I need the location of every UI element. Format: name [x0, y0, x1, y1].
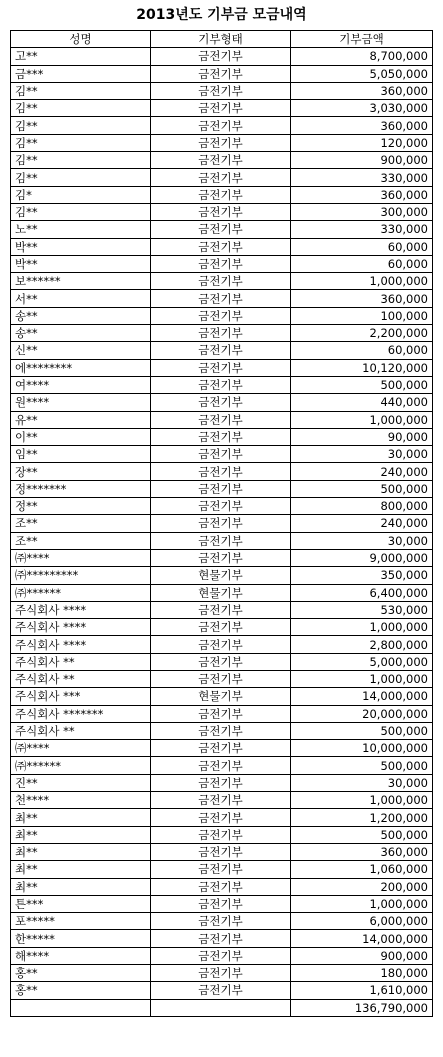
table-row [11, 411, 433, 428]
donor-name-cell: 김* [11, 186, 151, 203]
donation-type-cell: 금전기부 [151, 221, 291, 238]
table-row [11, 930, 433, 947]
donor-name-cell: 김** [11, 134, 151, 151]
donor-name-cell: 주식회사 **** [11, 601, 151, 618]
donation-type-cell: 금전기부 [151, 619, 291, 636]
donation-amount-cell: 1,000,000 [291, 273, 433, 290]
donation-type-cell: 금전기부 [151, 186, 291, 203]
table-row [11, 982, 433, 999]
table-row [11, 394, 433, 411]
donation-amount-cell: 500,000 [291, 376, 433, 393]
donor-name-cell: 최** [11, 861, 151, 878]
donation-type-cell: 금전기부 [151, 238, 291, 255]
donation-amount-cell: 30,000 [291, 774, 433, 791]
donor-name-cell: 에******** [11, 359, 151, 376]
donor-name-cell: ㈜****** [11, 584, 151, 601]
donation-amount-cell: 100,000 [291, 307, 433, 324]
donor-name-cell: 박** [11, 255, 151, 272]
donation-amount-cell: 500,000 [291, 757, 433, 774]
table-row [11, 273, 433, 290]
donor-name-cell: 주식회사 ******* [11, 705, 151, 722]
donation-type-cell: 금전기부 [151, 169, 291, 186]
table-row [11, 48, 433, 65]
table-row [11, 965, 433, 982]
table-row [11, 169, 433, 186]
donation-type-cell: 금전기부 [151, 653, 291, 670]
header-type: 기부형태 [151, 31, 291, 48]
donation-amount-cell: 1,000,000 [291, 619, 433, 636]
table-row [11, 549, 433, 566]
total-type-cell [151, 999, 291, 1016]
donation-amount-cell: 5,000,000 [291, 653, 433, 670]
donation-amount-cell: 200,000 [291, 878, 433, 895]
header-name: 성명 [11, 31, 151, 48]
donor-name-cell: ㈜********* [11, 567, 151, 584]
donor-name-cell: 김** [11, 152, 151, 169]
table-row [11, 325, 433, 342]
donation-type-cell: 금전기부 [151, 134, 291, 151]
table-row [11, 757, 433, 774]
table-row [11, 65, 433, 82]
donation-type-cell: 금전기부 [151, 290, 291, 307]
donation-amount-cell: 10,000,000 [291, 740, 433, 757]
donor-name-cell: 주식회사 ** [11, 722, 151, 739]
donation-amount-cell: 1,000,000 [291, 411, 433, 428]
donation-type-cell: 금전기부 [151, 705, 291, 722]
table-row [11, 307, 433, 324]
table-row [11, 826, 433, 843]
donation-amount-cell: 500,000 [291, 826, 433, 843]
page-title: 2013년도 기부금 모금내역 [136, 7, 307, 23]
donation-amount-cell: 530,000 [291, 601, 433, 618]
donation-type-cell: 금전기부 [151, 342, 291, 359]
donation-amount-cell: 360,000 [291, 82, 433, 99]
table-row [11, 100, 433, 117]
donation-amount-cell: 1,610,000 [291, 982, 433, 999]
donor-name-cell: 임** [11, 446, 151, 463]
table-row [11, 584, 433, 601]
table-row [11, 376, 433, 393]
donation-type-cell: 금전기부 [151, 913, 291, 930]
donor-name-cell: 한***** [11, 930, 151, 947]
table-row [11, 722, 433, 739]
table-row [11, 913, 433, 930]
donor-name-cell: 신** [11, 342, 151, 359]
table-row [11, 670, 433, 687]
donation-type-cell: 금전기부 [151, 792, 291, 809]
table-row [11, 82, 433, 99]
donation-amount-cell: 440,000 [291, 394, 433, 411]
table-row [11, 117, 433, 134]
donor-name-cell: 노** [11, 221, 151, 238]
table-row [11, 774, 433, 791]
donation-type-cell: 금전기부 [151, 203, 291, 220]
table-body [11, 48, 433, 999]
donor-name-cell: 최** [11, 878, 151, 895]
table-row [11, 203, 433, 220]
donor-name-cell: 고** [11, 48, 151, 65]
donor-name-cell: 김** [11, 169, 151, 186]
donation-type-cell: 금전기부 [151, 809, 291, 826]
donation-type-cell: 금전기부 [151, 117, 291, 134]
total-row [11, 999, 433, 1016]
donor-name-cell: ㈜**** [11, 549, 151, 566]
table-row [11, 238, 433, 255]
donation-amount-cell: 14,000,000 [291, 930, 433, 947]
table-row [11, 532, 433, 549]
donation-type-cell: 금전기부 [151, 601, 291, 618]
donation-type-cell: 금전기부 [151, 722, 291, 739]
donation-amount-cell: 180,000 [291, 965, 433, 982]
donation-amount-cell: 9,000,000 [291, 549, 433, 566]
table-row [11, 740, 433, 757]
donation-type-cell: 금전기부 [151, 411, 291, 428]
donation-amount-cell: 10,120,000 [291, 359, 433, 376]
donation-type-cell: 금전기부 [151, 515, 291, 532]
donor-name-cell: 주식회사 **** [11, 619, 151, 636]
donation-amount-cell: 6,000,000 [291, 913, 433, 930]
donation-amount-cell: 800,000 [291, 498, 433, 515]
table-row [11, 498, 433, 515]
donation-type-cell: 금전기부 [151, 480, 291, 497]
donor-name-cell: 튼*** [11, 895, 151, 912]
table-row [11, 653, 433, 670]
donor-name-cell: 김** [11, 203, 151, 220]
donation-type-cell: 금전기부 [151, 446, 291, 463]
table-row [11, 601, 433, 618]
donor-name-cell: 최** [11, 826, 151, 843]
donor-name-cell: 송** [11, 307, 151, 324]
donation-type-cell: 현물기부 [151, 688, 291, 705]
donation-amount-cell: 2,800,000 [291, 636, 433, 653]
donation-amount-cell: 1,200,000 [291, 809, 433, 826]
table-row [11, 255, 433, 272]
donor-name-cell: 김** [11, 82, 151, 99]
table-row [11, 878, 433, 895]
donor-name-cell: 주식회사 **** [11, 636, 151, 653]
donor-name-cell: 포***** [11, 913, 151, 930]
donor-name-cell: 서** [11, 290, 151, 307]
donor-name-cell: 보****** [11, 273, 151, 290]
donation-amount-cell: 240,000 [291, 463, 433, 480]
donation-type-cell: 금전기부 [151, 740, 291, 757]
donation-type-cell: 금전기부 [151, 359, 291, 376]
table-row [11, 843, 433, 860]
table-row [11, 342, 433, 359]
donation-type-cell: 금전기부 [151, 549, 291, 566]
donation-type-cell: 금전기부 [151, 463, 291, 480]
donation-type-cell: 금전기부 [151, 947, 291, 964]
donation-amount-cell: 500,000 [291, 722, 433, 739]
donation-type-cell: 금전기부 [151, 670, 291, 687]
table-row [11, 705, 433, 722]
donation-amount-cell: 3,030,000 [291, 100, 433, 117]
table-row [11, 895, 433, 912]
donor-name-cell: 장** [11, 463, 151, 480]
table-row [11, 446, 433, 463]
donation-amount-cell: 14,000,000 [291, 688, 433, 705]
donation-type-cell: 금전기부 [151, 895, 291, 912]
donor-name-cell: 여**** [11, 376, 151, 393]
donation-type-cell: 금전기부 [151, 757, 291, 774]
donor-name-cell: 주식회사 ** [11, 670, 151, 687]
donor-name-cell: 이** [11, 428, 151, 445]
donation-type-cell: 현물기부 [151, 584, 291, 601]
donation-type-cell: 금전기부 [151, 152, 291, 169]
donation-type-cell: 금전기부 [151, 273, 291, 290]
table-row [11, 428, 433, 445]
donor-name-cell: 홍** [11, 965, 151, 982]
donation-type-cell: 금전기부 [151, 255, 291, 272]
donor-name-cell: ㈜****** [11, 757, 151, 774]
donation-amount-cell: 240,000 [291, 515, 433, 532]
donation-amount-cell: 30,000 [291, 446, 433, 463]
table-row [11, 515, 433, 532]
donation-amount-cell: 120,000 [291, 134, 433, 151]
donor-name-cell: 주식회사 ** [11, 653, 151, 670]
donation-type-cell: 금전기부 [151, 861, 291, 878]
table-row [11, 861, 433, 878]
donor-name-cell: ㈜**** [11, 740, 151, 757]
donor-name-cell: 최** [11, 843, 151, 860]
donation-amount-cell: 8,700,000 [291, 48, 433, 65]
table-row [11, 636, 433, 653]
donation-amount-cell: 1,060,000 [291, 861, 433, 878]
total-name-cell [11, 999, 151, 1016]
donation-type-cell: 금전기부 [151, 843, 291, 860]
donation-amount-cell: 300,000 [291, 203, 433, 220]
donation-amount-cell: 30,000 [291, 532, 433, 549]
table-row [11, 186, 433, 203]
donation-amount-cell: 360,000 [291, 186, 433, 203]
donation-amount-cell: 360,000 [291, 117, 433, 134]
table-row [11, 359, 433, 376]
donor-name-cell: 최** [11, 809, 151, 826]
donation-amount-cell: 2,200,000 [291, 325, 433, 342]
total-amount-cell: 136,790,000 [291, 999, 433, 1016]
donation-amount-cell: 360,000 [291, 843, 433, 860]
donation-type-cell: 금전기부 [151, 394, 291, 411]
donor-name-cell: 해**** [11, 947, 151, 964]
donation-type-cell: 금전기부 [151, 325, 291, 342]
donation-amount-cell: 900,000 [291, 152, 433, 169]
table-row [11, 134, 433, 151]
donation-type-cell: 금전기부 [151, 965, 291, 982]
table-row [11, 809, 433, 826]
donation-type-cell: 금전기부 [151, 826, 291, 843]
table-row [11, 947, 433, 964]
table-row [11, 619, 433, 636]
donor-name-cell: 정******* [11, 480, 151, 497]
table-row [11, 688, 433, 705]
donor-name-cell: 조** [11, 532, 151, 549]
table-row [11, 480, 433, 497]
donation-amount-cell: 1,000,000 [291, 670, 433, 687]
donor-name-cell: 진** [11, 774, 151, 791]
header-amount: 기부금액 [291, 31, 433, 48]
donor-name-cell: 김** [11, 100, 151, 117]
table-row [11, 152, 433, 169]
table-row [11, 792, 433, 809]
donation-amount-cell: 360,000 [291, 290, 433, 307]
donation-type-cell: 금전기부 [151, 100, 291, 117]
donor-name-cell: 홍** [11, 982, 151, 999]
donor-name-cell: 주식회사 *** [11, 688, 151, 705]
donor-name-cell: 김** [11, 117, 151, 134]
table-row [11, 567, 433, 584]
donor-name-cell: 송** [11, 325, 151, 342]
donation-type-cell: 금전기부 [151, 82, 291, 99]
table-header-row [11, 31, 433, 48]
donation-type-cell: 금전기부 [151, 65, 291, 82]
donation-type-cell: 금전기부 [151, 498, 291, 515]
donor-name-cell: 원**** [11, 394, 151, 411]
donation-amount-cell: 500,000 [291, 480, 433, 497]
donor-name-cell: 조** [11, 515, 151, 532]
donor-name-cell: 박** [11, 238, 151, 255]
donation-type-cell: 현물기부 [151, 567, 291, 584]
donation-amount-cell: 20,000,000 [291, 705, 433, 722]
donation-amount-cell: 5,050,000 [291, 65, 433, 82]
donation-amount-cell: 60,000 [291, 255, 433, 272]
table-row [11, 463, 433, 480]
donation-type-cell: 금전기부 [151, 376, 291, 393]
donation-amount-cell: 1,000,000 [291, 895, 433, 912]
donation-amount-cell: 90,000 [291, 428, 433, 445]
donation-amount-cell: 6,400,000 [291, 584, 433, 601]
donor-name-cell: 천**** [11, 792, 151, 809]
donation-type-cell: 금전기부 [151, 636, 291, 653]
donation-type-cell: 금전기부 [151, 428, 291, 445]
donation-table [10, 30, 433, 1017]
donor-name-cell: 금*** [11, 65, 151, 82]
donation-amount-cell: 330,000 [291, 221, 433, 238]
donation-type-cell: 금전기부 [151, 930, 291, 947]
donation-amount-cell: 60,000 [291, 238, 433, 255]
donation-amount-cell: 330,000 [291, 169, 433, 186]
donation-type-cell: 금전기부 [151, 48, 291, 65]
donation-type-cell: 금전기부 [151, 878, 291, 895]
donation-amount-cell: 1,000,000 [291, 792, 433, 809]
donation-amount-cell: 350,000 [291, 567, 433, 584]
donation-amount-cell: 60,000 [291, 342, 433, 359]
table-row [11, 290, 433, 307]
donation-type-cell: 금전기부 [151, 774, 291, 791]
donor-name-cell: 유** [11, 411, 151, 428]
donation-type-cell: 금전기부 [151, 982, 291, 999]
donation-type-cell: 금전기부 [151, 307, 291, 324]
donation-amount-cell: 900,000 [291, 947, 433, 964]
table-row [11, 221, 433, 238]
donation-type-cell: 금전기부 [151, 532, 291, 549]
donor-name-cell: 정** [11, 498, 151, 515]
